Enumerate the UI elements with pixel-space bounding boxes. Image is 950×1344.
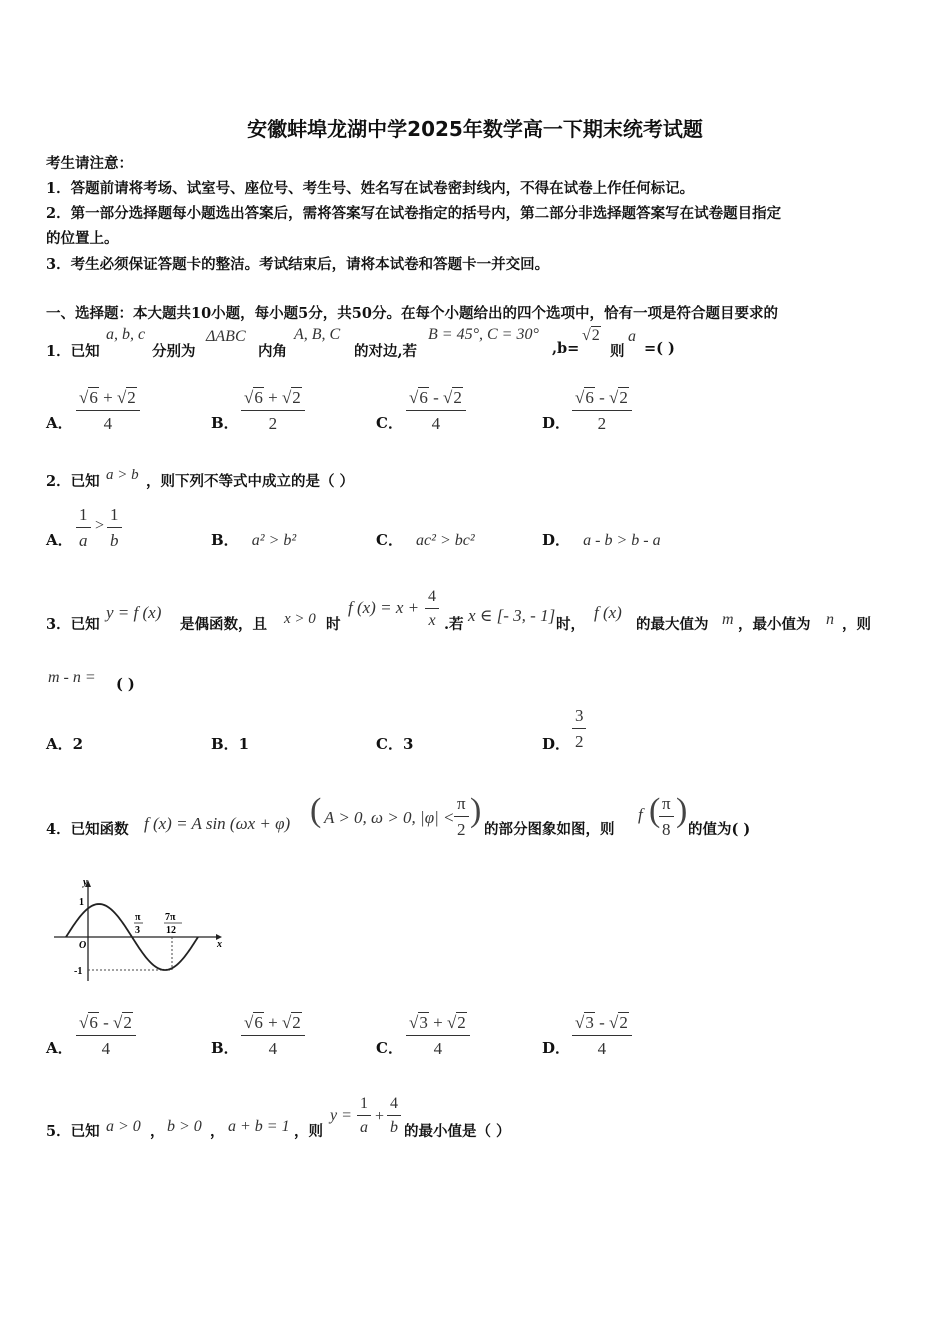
- q2-option-c[interactable]: [376, 529, 475, 550]
- graph-y-label: y: [83, 877, 88, 888]
- notice-item-3: 3．考生必须保证答题卡的整洁。考试结束后，请将本试卷和答题卡一并交回。: [46, 256, 550, 273]
- option-label: D．: [542, 414, 571, 432]
- option-fraction: $\frac{√6 - √2}{2}$: [572, 388, 632, 433]
- q2-option-a[interactable]: [46, 505, 166, 555]
- option-label: A．: [46, 1039, 73, 1057]
- q1-angles: A, B, C: [294, 326, 341, 343]
- option-label: B．: [211, 414, 239, 432]
- q5-cond-1: a > 0: [106, 1118, 141, 1135]
- q3-option-b[interactable]: B．1: [211, 735, 250, 753]
- option-label: D．: [542, 531, 571, 549]
- q2-number: 2．已知: [46, 473, 100, 490]
- notice-item-2-cont: 的位置上。: [46, 230, 119, 247]
- q3-condition: x > 0: [284, 611, 316, 627]
- notice-item-1: 1．答题前请将考场、试室号、座位号、考生号、姓名写在试卷密封线内，不得在试卷上作任何标记。: [46, 180, 695, 197]
- q5-cond-2: b > 0: [167, 1118, 202, 1135]
- q1-text-2: 内角: [258, 343, 287, 360]
- q1-text-1: 分别为: [152, 343, 196, 360]
- option-fraction: $\frac{√3 + √2}{4}$: [406, 1013, 470, 1058]
- q3-n: n: [826, 611, 834, 628]
- q2-option-b[interactable]: [211, 529, 296, 550]
- q2-option-d[interactable]: [542, 529, 661, 550]
- graph-pi3-den: 3: [135, 925, 140, 936]
- q3-text-1: 是偶函数，且: [180, 616, 267, 633]
- q3-text-4: 时，: [556, 616, 585, 633]
- q3-fx2: f (x): [594, 603, 622, 622]
- option-label: D．: [542, 1039, 571, 1057]
- option-label: A．: [46, 414, 73, 432]
- q3-number: 3．已知: [46, 616, 100, 633]
- q5-sep-2: ，: [210, 1123, 225, 1140]
- q5-y: y =: [330, 1107, 352, 1124]
- q1-number: 1．已知: [46, 343, 100, 360]
- q5-text-1: ，则: [294, 1123, 323, 1140]
- option-gt: >: [95, 517, 105, 534]
- q4-text-1: 的部分图象如图，则: [484, 821, 615, 838]
- option-label: D．: [542, 735, 571, 753]
- q3-range: x ∈ [- 3, - 1]: [468, 606, 556, 625]
- option-fraction: $\frac{√3 - √2}{4}$: [572, 1013, 632, 1058]
- q3-text-2: 时: [326, 616, 341, 633]
- q3-m: m: [722, 611, 734, 628]
- q3-fx: f (x) = x +: [348, 598, 420, 617]
- option-fraction: $\frac{√6 + √2}{4}$: [76, 388, 140, 433]
- q1-text-6: =( ): [644, 340, 675, 357]
- q2-text: ，则下列不等式中成立的是（ ）: [146, 473, 355, 490]
- q1-sqrt2: √2: [582, 327, 600, 344]
- q4-text-2: 的值为( ): [688, 821, 751, 838]
- q5-frac-2: $\frac{4}{b}$: [387, 1095, 401, 1138]
- option-fraction: $\frac{√6 + √2}{4}$: [241, 1013, 305, 1058]
- q3-text-3: .若: [444, 616, 464, 633]
- q1-a: a: [628, 328, 636, 345]
- graph-7pi12-num: 7π: [165, 912, 176, 923]
- graph-neg-one-label: -1: [74, 966, 83, 977]
- option-expr: a - b > b - a: [583, 532, 661, 549]
- q1-triangle: ΔABC: [206, 328, 246, 345]
- notice-heading: 考生请注意：: [46, 155, 133, 172]
- option-fraction: $\frac{√6 - √2}{4}$: [76, 1013, 136, 1058]
- option-label: C．: [376, 531, 403, 549]
- graph-one-label: 1: [79, 897, 84, 908]
- option-expr: a² > b²: [251, 532, 297, 549]
- q4-condition: A > 0, ω > 0, |φ| <: [324, 808, 455, 827]
- q5-text-2: 的最小值是（ ）: [404, 1123, 511, 1140]
- q3-paren: ( ): [116, 676, 135, 693]
- q5-sep-1: ，: [150, 1123, 165, 1140]
- q3-text-6: ，最小值为: [738, 616, 811, 633]
- option-expr: ac² > bc²: [416, 532, 475, 549]
- q4-paren2-left: (: [649, 792, 661, 829]
- q3-text-7: ，则: [842, 616, 871, 633]
- graph-x-label: x: [217, 939, 222, 950]
- q4-f: f: [638, 805, 643, 824]
- notice-item-2: 2．第一部分选择题每小题选出答案后，需将答案写在试卷指定的括号内，第二部分非选择题答案写在试卷题目指定: [46, 205, 782, 222]
- q1-sqrt2-radicand: 2: [591, 327, 600, 344]
- q3-fx-fraction: $\frac{4}{x}$: [425, 588, 439, 631]
- graph-origin-label: O: [79, 940, 87, 951]
- q3-text-5: 的最大值为: [636, 616, 709, 633]
- option-label: B．: [211, 1039, 239, 1057]
- q1-text-4: ,b=: [552, 340, 580, 357]
- q1-text-3: 的对边,若: [354, 343, 418, 360]
- q4-paren-right: ): [470, 792, 482, 829]
- q4-pi-eighth: $\frac{\pi}{8}$: [659, 794, 674, 839]
- option-fraction: $\frac{√6 + √2}{2}$: [241, 388, 305, 433]
- q5-frac-1: $\frac{1}{a}$: [357, 1095, 371, 1138]
- option-label: B．: [211, 531, 239, 549]
- option-fraction: 3 2: [572, 706, 587, 751]
- page-title: 安徽蚌埠龙湖中学2025年数学高一下期末统考试题: [247, 117, 703, 141]
- q4-function: f (x) = A sin (ωx + φ): [144, 814, 291, 833]
- q1-condition: B = 45°, C = 30°: [428, 326, 539, 343]
- q4-paren2-right: ): [676, 792, 688, 829]
- option-label: C．: [376, 414, 403, 432]
- option-label: A．: [46, 531, 73, 549]
- q5-number: 5．已知: [46, 1123, 100, 1140]
- option-fraction: $\frac{√6 - √2}{4}$: [406, 388, 466, 433]
- option-label: C．: [376, 1039, 403, 1057]
- q3-option-a[interactable]: A．2: [46, 735, 84, 753]
- graph-7pi12-den: 12: [166, 925, 176, 936]
- graph-pi3-num: π: [135, 912, 141, 923]
- q3-expression: m - n =: [48, 669, 96, 686]
- q3-option-c[interactable]: C．3: [376, 735, 414, 753]
- q1-sides: a, b, c: [106, 326, 146, 343]
- q4-sine-graph: [50, 875, 230, 985]
- q4-pi-half: $\frac{\pi}{2}$: [454, 794, 469, 839]
- q4-paren-left: (: [310, 792, 322, 829]
- section-heading: 一、选择题：本大题共10小题，每小题5分，共50分。在每个小题给出的四个选项中，恰有一项是符合题目要求的: [46, 305, 778, 322]
- q4-number: 4．已知函数: [46, 821, 129, 838]
- option-fraction-2: $\frac{1}{b}$: [107, 505, 122, 550]
- q3-function: y = f (x): [106, 603, 162, 622]
- q5-cond-3: a + b = 1: [228, 1118, 290, 1135]
- option-fraction-1: $\frac{1}{a}$: [76, 505, 91, 550]
- q2-condition: a > b: [106, 467, 139, 483]
- q1-text-5: 则: [610, 343, 625, 360]
- q5-plus: +: [375, 1108, 385, 1125]
